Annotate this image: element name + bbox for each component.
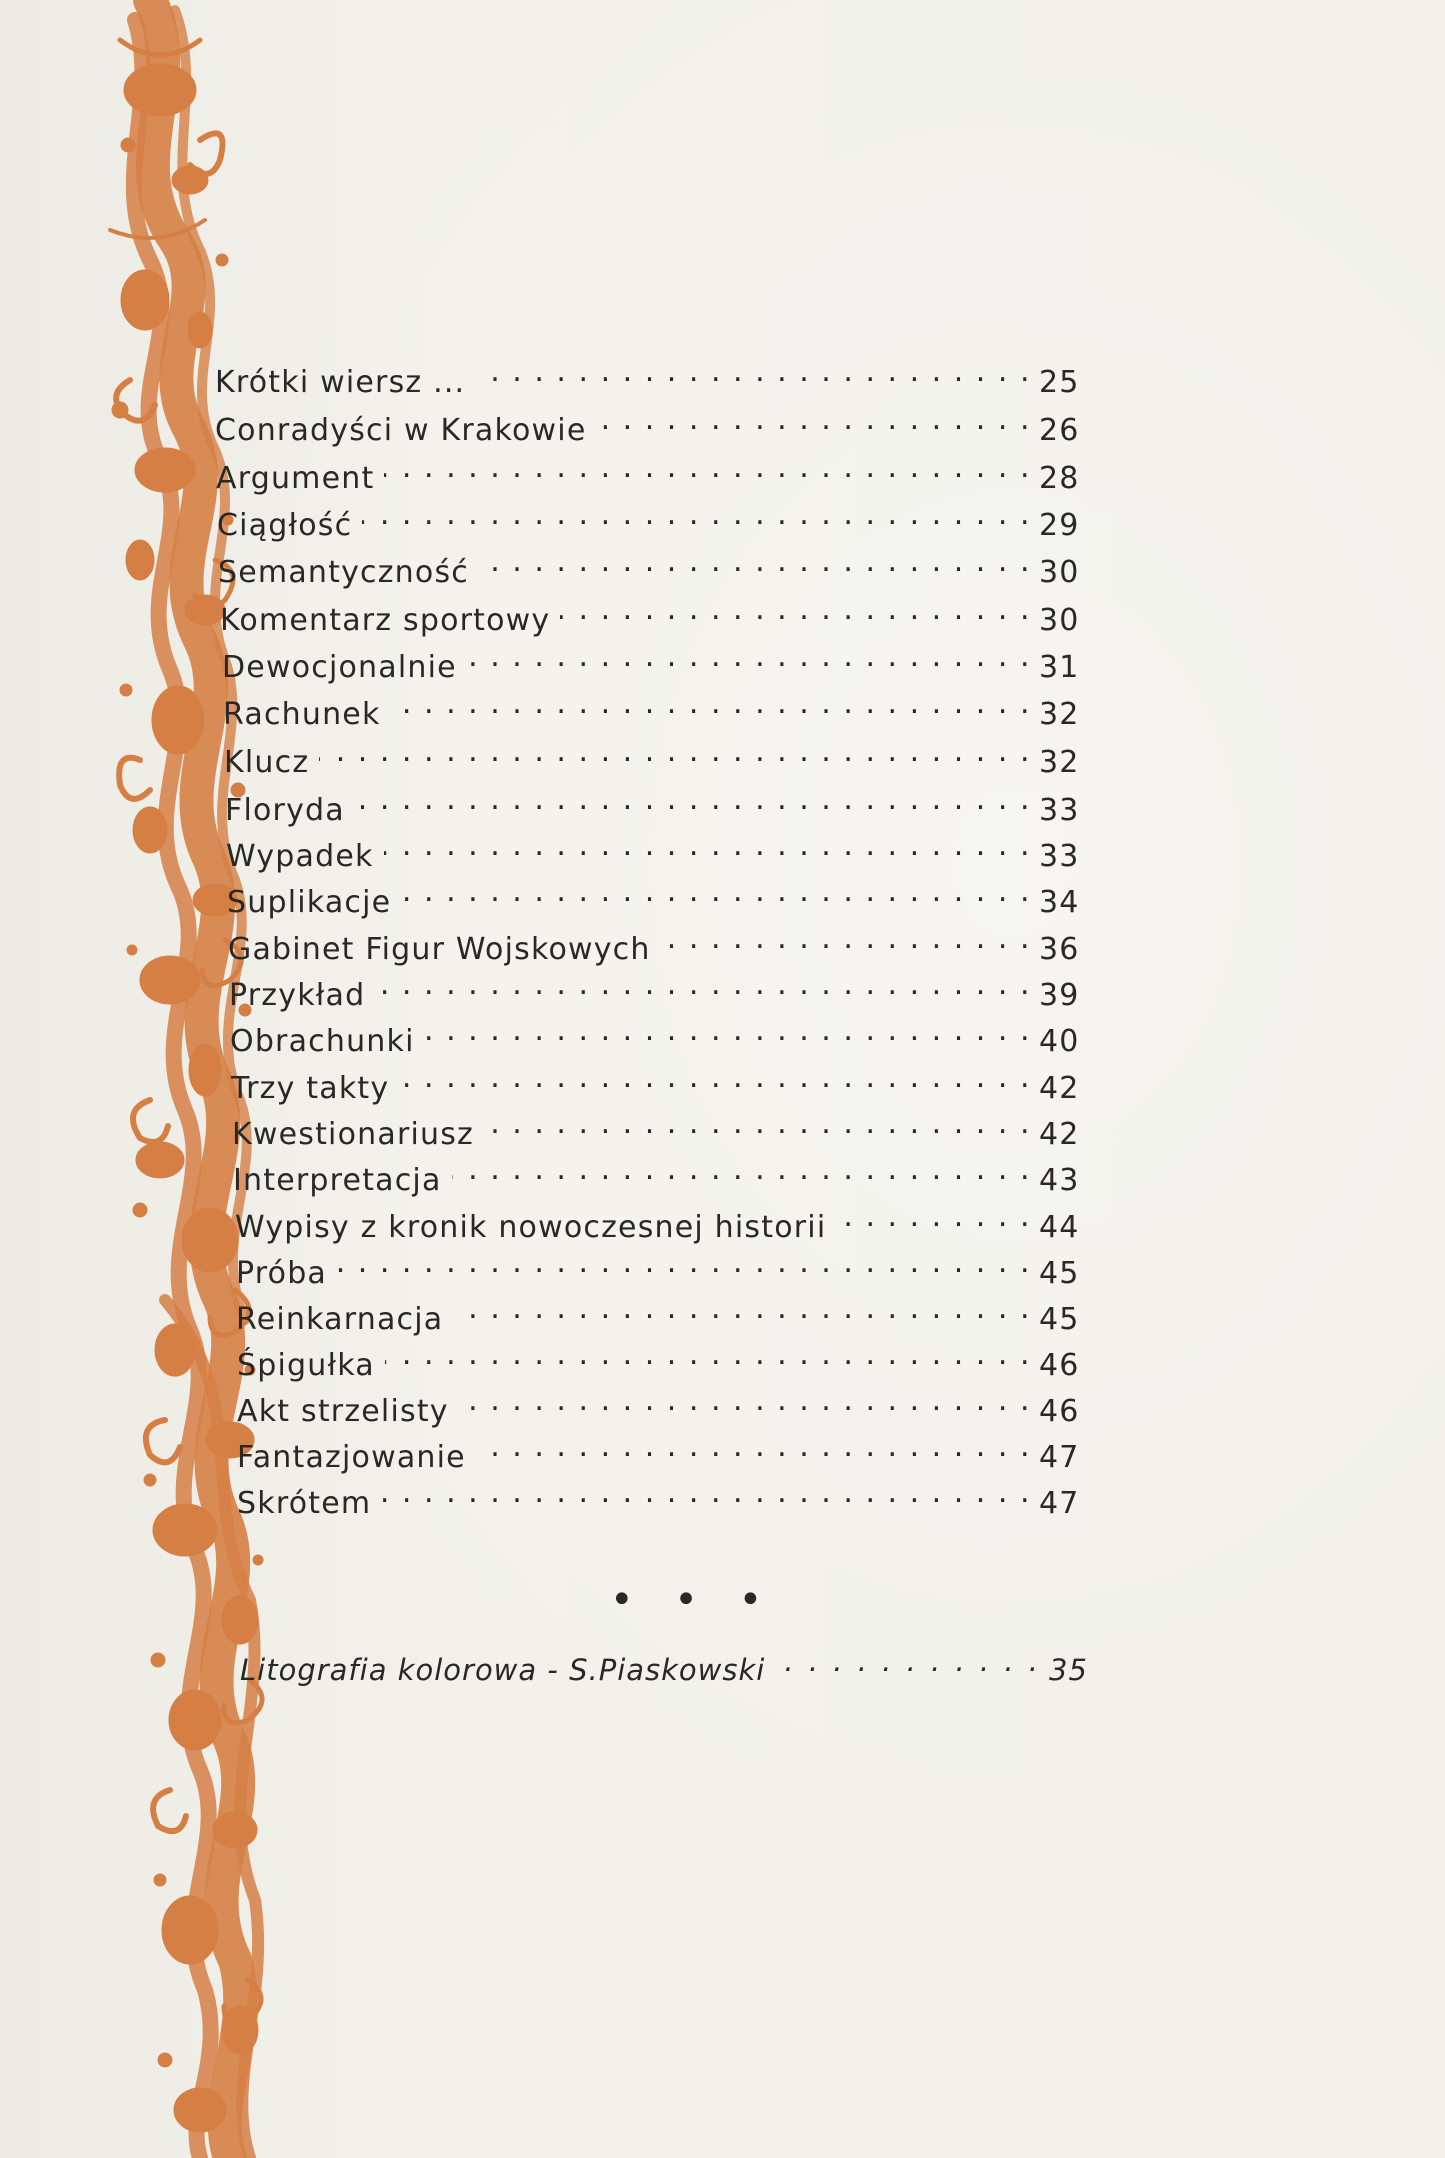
toc-entry-title: Dewocjonalnie [222,650,457,685]
toc-dot-leader [425,1011,1031,1051]
toc-entry [217,495,1080,543]
toc-entry-page: 46 [1039,1348,1080,1383]
toc-entry-page: 40 [1039,1024,1080,1059]
toc-dot-leader [452,1150,1031,1190]
toc-entry-title: Wypadek [226,839,374,874]
toc-dot-leader [453,1289,1031,1329]
toc-entry-page: 31 [1039,650,1080,685]
toc-entry-page: 26 [1039,413,1080,448]
toc-entry [226,826,1080,874]
toc-dot-leader [775,1640,1041,1680]
toc-dot-leader [836,1197,1031,1237]
toc-entry-page: 33 [1039,793,1080,828]
toc-entry [237,1335,1080,1383]
toc-entry-page: 33 [1039,839,1080,874]
toc-dot-leader [399,1058,1031,1098]
toc-entry [223,684,1080,732]
toc-entry-page: 32 [1039,697,1080,732]
toc-dot-leader [560,590,1031,630]
toc-entry [215,352,1080,400]
toc-entry [218,542,1080,590]
toc-dot-leader [475,352,1031,392]
toc-dot-leader [384,826,1031,866]
toc-entry [232,1104,1080,1152]
toc-entry-title: Kwestionariusz [232,1117,475,1152]
toc-dot-leader [484,1104,1031,1144]
toc-entry-title: Komentarz sportowy [220,603,551,638]
toc-dot-leader [459,1381,1031,1421]
illustration-page: 35 [1049,1653,1088,1687]
toc-entry [230,1011,1080,1059]
toc-dot-leader [381,1473,1031,1513]
toc-dot-leader [385,1335,1031,1375]
toc-entry-title: Krótki wiersz ... [215,365,466,400]
toc-entry-page: 42 [1039,1071,1080,1106]
toc-entry-title: Semantyczność [218,555,469,590]
toc-entry-title: Wypisy z kronik nowoczesnej historii [235,1210,827,1245]
toc-entry [236,1243,1080,1291]
toc-dot-leader [319,732,1031,772]
toc-dot-leader [375,965,1031,1005]
toc-entry [237,1381,1080,1429]
toc-entry [235,1197,1080,1245]
section-separator: • • • [610,1577,777,1623]
toc-entry-page: 42 [1039,1117,1080,1152]
toc-entry-page: 46 [1039,1394,1080,1429]
toc-entry [220,590,1080,638]
toc-dot-leader [661,919,1031,959]
toc-entry-page: 28 [1039,461,1080,496]
toc-entry [224,732,1080,780]
toc-entry-title: Rachunek [223,697,381,732]
toc-entry-title: Ciągłość [217,508,353,543]
toc-entry-page: 25 [1039,365,1080,400]
toc-entry [237,1473,1080,1521]
toc-entry-title: Suplikacje [227,885,392,920]
toc-entry-title: Klucz [224,745,310,780]
toc-dot-leader [467,637,1031,677]
toc-dot-leader [391,684,1031,724]
toc-entry-title: Fantazjowanie [237,1440,466,1475]
toc-entry-title: Obrachunki [230,1024,415,1059]
toc-dot-leader [479,542,1031,582]
toc-entry [222,637,1080,685]
toc-dot-leader [476,1427,1031,1467]
toc-entry-page: 39 [1039,978,1080,1013]
toc-entry [233,1150,1080,1198]
toc-entry-page: 44 [1039,1210,1080,1245]
toc-entry-page: 36 [1039,932,1080,967]
toc-entry-title: Próba [236,1256,328,1291]
toc-entry-page: 43 [1039,1163,1080,1198]
toc-entry-page: 30 [1039,603,1080,638]
toc-dot-leader [384,448,1031,488]
toc-entry-title: Akt strzelisty [237,1394,449,1429]
toc-entry [236,1289,1080,1337]
toc-entry [228,919,1080,967]
toc-entry-title: Reinkarnacja [236,1302,444,1337]
toc-entry [225,780,1080,828]
toc-entry-title: Trzy takty [231,1071,390,1106]
toc-entry [216,448,1080,496]
toc-entry-page: 47 [1039,1440,1080,1475]
toc-entry-page: 47 [1039,1486,1080,1521]
toc-entry-title: Floryda [225,793,345,828]
toc-dot-leader [337,1243,1031,1283]
toc-entry-title: Gabinet Figur Wojskowych [228,932,651,967]
toc-entry [227,872,1080,920]
toc-entry [237,1427,1080,1475]
toc-entry-title: Conradyści w Krakowie [215,413,587,448]
toc-entry-page: 45 [1039,1256,1080,1291]
toc-entry [231,1058,1080,1106]
toc-entry-page: 34 [1039,885,1080,920]
toc-entry-page: 29 [1039,508,1080,543]
toc-entry-title: Skrótem [237,1486,372,1521]
toc-dot-leader [596,400,1031,440]
toc-entry-page: 30 [1039,555,1080,590]
toc-dot-leader [362,495,1031,535]
toc-entry-title: Śpigułka [237,1348,375,1383]
toc-entry [215,400,1080,448]
toc-dot-leader [355,780,1031,820]
illustration-title: Litografia kolorowa - S.Piaskowski [240,1653,766,1687]
toc-entry-page: 32 [1039,745,1080,780]
toc-entry-title: Przykład [229,978,366,1013]
toc-entry-title: Argument [216,461,375,496]
toc-dot-leader [401,872,1031,912]
toc-entry-page: 45 [1039,1302,1080,1337]
toc-entry-title: Interpretacja [233,1163,442,1198]
toc-entry [229,965,1080,1013]
illustration-entry [240,1640,1088,1687]
